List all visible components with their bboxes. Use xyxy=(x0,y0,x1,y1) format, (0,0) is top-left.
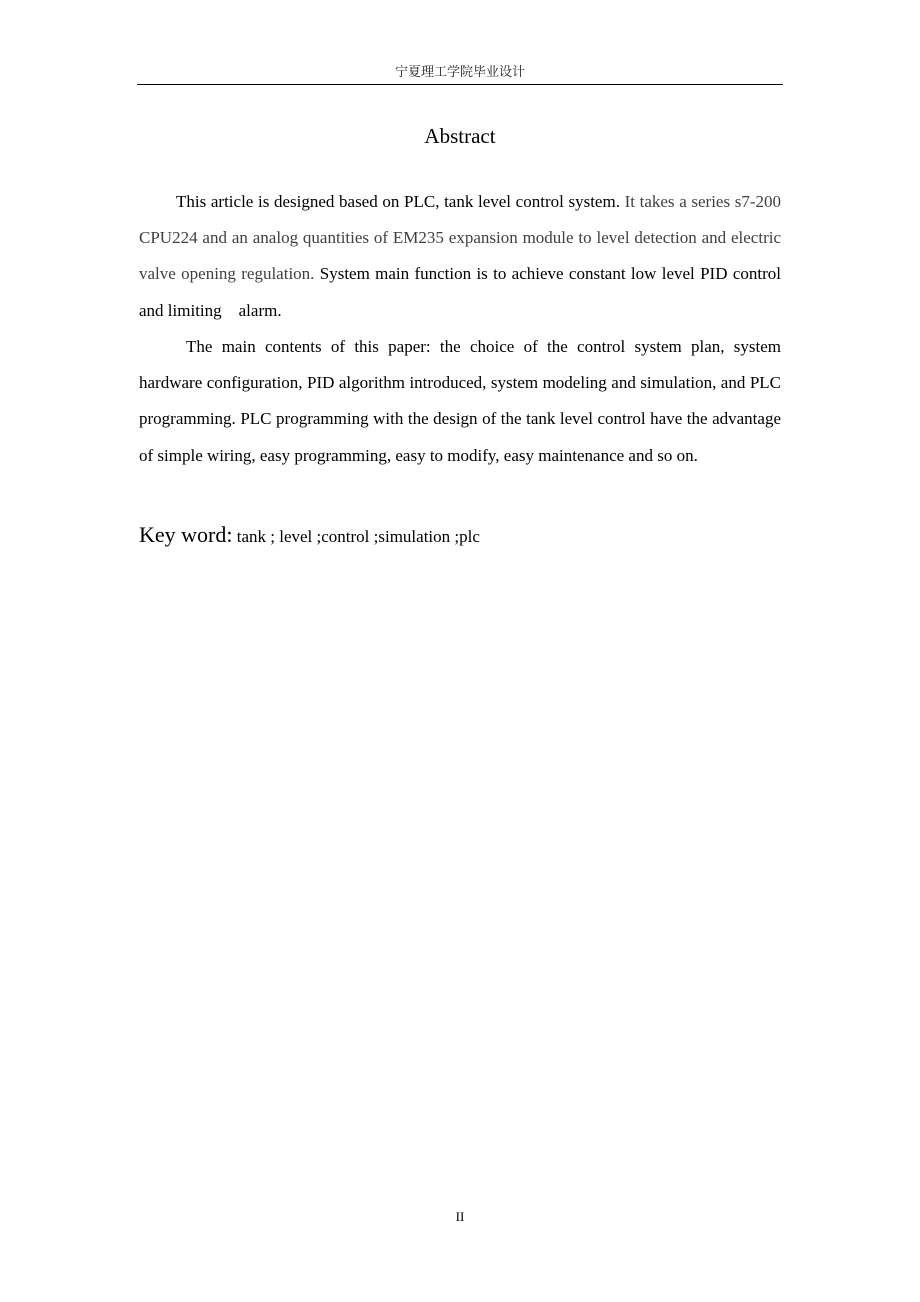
running-header: 宁夏理工学院毕业设计 xyxy=(394,65,525,80)
abstract-paragraph-2: The main contents of this paper: the choice of the control system plan, system hardware configuration, PID algorithm introduced, system modeling and simulation, and PLC programming. PLC programming with the design of the tank level control have the advantage of simple wiring, easy programming, easy to modify, easy maintenance and so on. xyxy=(139,337,781,465)
abstract-title: Abstract xyxy=(424,124,496,148)
page-number: II xyxy=(455,1209,465,1224)
paragraph-1-sentence-1: This article is designed based on PLC, tank level control system. xyxy=(176,192,620,211)
paragraph-1-sentence-2: It takes a series s7-200 CPU224 and an analog quantities of EM235 expansion module to level detection and electric valve opening regulation. xyxy=(139,192,782,284)
paragraph-1-sentence-3: System main function is to achieve constant low level PID control and limiting alarm. xyxy=(139,264,781,320)
keywords-list: tank ; level ;control ;simulation ;plc xyxy=(232,527,480,546)
header-rule xyxy=(137,84,783,85)
abstract-paragraph-1 xyxy=(139,184,781,329)
keywords-label: Key word: xyxy=(139,522,233,547)
keywords-line xyxy=(139,519,781,554)
